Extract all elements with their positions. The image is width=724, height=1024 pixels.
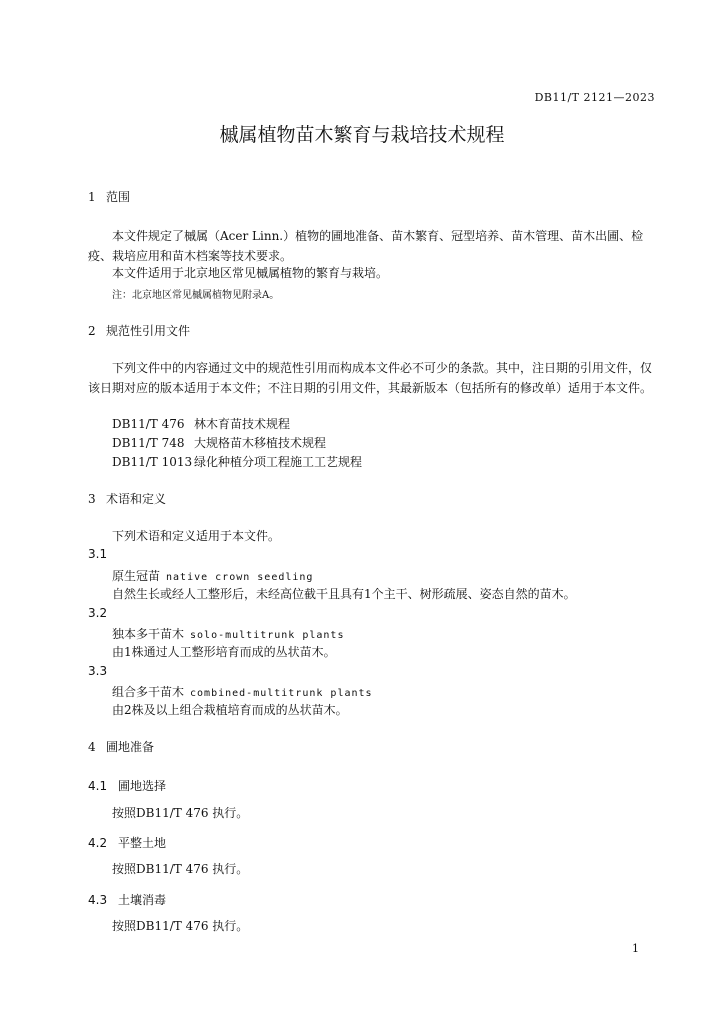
document-title: 槭属植物苗木繁育与栽培技术规程 bbox=[219, 124, 505, 146]
reference-name: 大规格苗木移植技术规程 bbox=[194, 436, 327, 450]
subsection-heading bbox=[88, 777, 166, 794]
section-title: 术语和定义 bbox=[106, 492, 167, 506]
document-code: DB11/T 2121—2023 bbox=[534, 91, 655, 104]
term-number: 3.3 bbox=[88, 664, 108, 678]
section-number: 4 bbox=[88, 740, 96, 754]
reference-item bbox=[112, 452, 362, 472]
reference-code: DB11/T 476 bbox=[112, 417, 185, 431]
term-en: combined-multitrunk plants bbox=[190, 688, 373, 699]
normative-refs-paragraph: 下列文件中的内容通过文中的规范性引用而构成本文件必不可少的条款。其中，注日期的引用文件，仅该日期对应的版本适用于本文件；不注日期的引用文件，其最新版本（包括所有的修改单）适用于本文件。 bbox=[88, 361, 653, 395]
reference-item bbox=[112, 433, 326, 453]
term-number: 3.1 bbox=[88, 547, 108, 561]
term-zh: 独本多干苗木 bbox=[112, 627, 185, 641]
page-number: 1 bbox=[632, 942, 639, 955]
term-heading bbox=[112, 625, 344, 642]
subsection-number: 4.2 bbox=[88, 836, 108, 850]
scope-paragraph-2: 本文件适用于北京地区常见槭属植物的繁育与栽培。 bbox=[112, 266, 389, 280]
subsection-number: 4.3 bbox=[88, 893, 108, 907]
reference-item bbox=[112, 414, 290, 434]
scope-paragraph-1: 本文件规定了槭属（Acer Linn.）植物的圃地准备、苗木繁育、冠型培养、苗木管理、苗木出圃、检疫、栽培应用和苗木档案等技术要求。 bbox=[88, 229, 644, 263]
subsection-text: 按照DB11/T 476 执行。 bbox=[112, 806, 249, 820]
term-number: 3.2 bbox=[88, 606, 108, 620]
subsection-text: 按照DB11/T 476 执行。 bbox=[112, 862, 249, 876]
subsection-number: 4.1 bbox=[88, 779, 108, 793]
section-title: 圃地准备 bbox=[106, 740, 155, 754]
subsection-title: 圃地选择 bbox=[118, 779, 167, 793]
section-heading-4 bbox=[88, 738, 154, 755]
section-heading-1 bbox=[88, 188, 130, 205]
section-number: 2 bbox=[88, 324, 96, 338]
section-heading-3 bbox=[88, 490, 166, 507]
term-zh: 原生冠苗 bbox=[112, 569, 161, 583]
section-title: 规范性引用文件 bbox=[106, 324, 191, 338]
reference-code: DB11/T 748 bbox=[112, 436, 185, 450]
section-number: 1 bbox=[88, 190, 96, 204]
subsection-title: 土壤消毒 bbox=[118, 893, 167, 907]
reference-name: 林木育苗技术规程 bbox=[194, 417, 291, 431]
term-heading bbox=[112, 567, 313, 584]
section-title: 范围 bbox=[106, 190, 131, 204]
term-definition: 由1株通过人工整形培育而成的丛状苗木。 bbox=[112, 645, 336, 659]
term-en: solo-multitrunk plants bbox=[190, 630, 345, 641]
subsection-heading bbox=[88, 891, 166, 908]
scope-note: 注：北京地区常见槭属植物见附录A。 bbox=[112, 290, 280, 301]
section-number: 3 bbox=[88, 492, 96, 506]
reference-name: 绿化种植分项工程施工工艺规程 bbox=[194, 455, 363, 469]
term-definition: 由2株及以上组合栽植培育而成的丛状苗木。 bbox=[112, 703, 348, 717]
term-en: native crown seedling bbox=[166, 572, 314, 583]
term-zh: 组合多干苗木 bbox=[112, 685, 185, 699]
term-heading bbox=[112, 683, 373, 700]
subsection-text: 按照DB11/T 476 执行。 bbox=[112, 919, 249, 933]
terms-intro: 下列术语和定义适用于本文件。 bbox=[112, 529, 281, 543]
subsection-heading bbox=[88, 834, 166, 851]
term-definition: 自然生长或经人工整形后，未经高位截干且具有1个主干、树形疏展、姿态自然的苗木。 bbox=[112, 587, 576, 601]
subsection-title: 平整土地 bbox=[118, 836, 167, 850]
reference-code: DB11/T 1013 bbox=[112, 455, 193, 469]
section-heading-2 bbox=[88, 322, 190, 339]
